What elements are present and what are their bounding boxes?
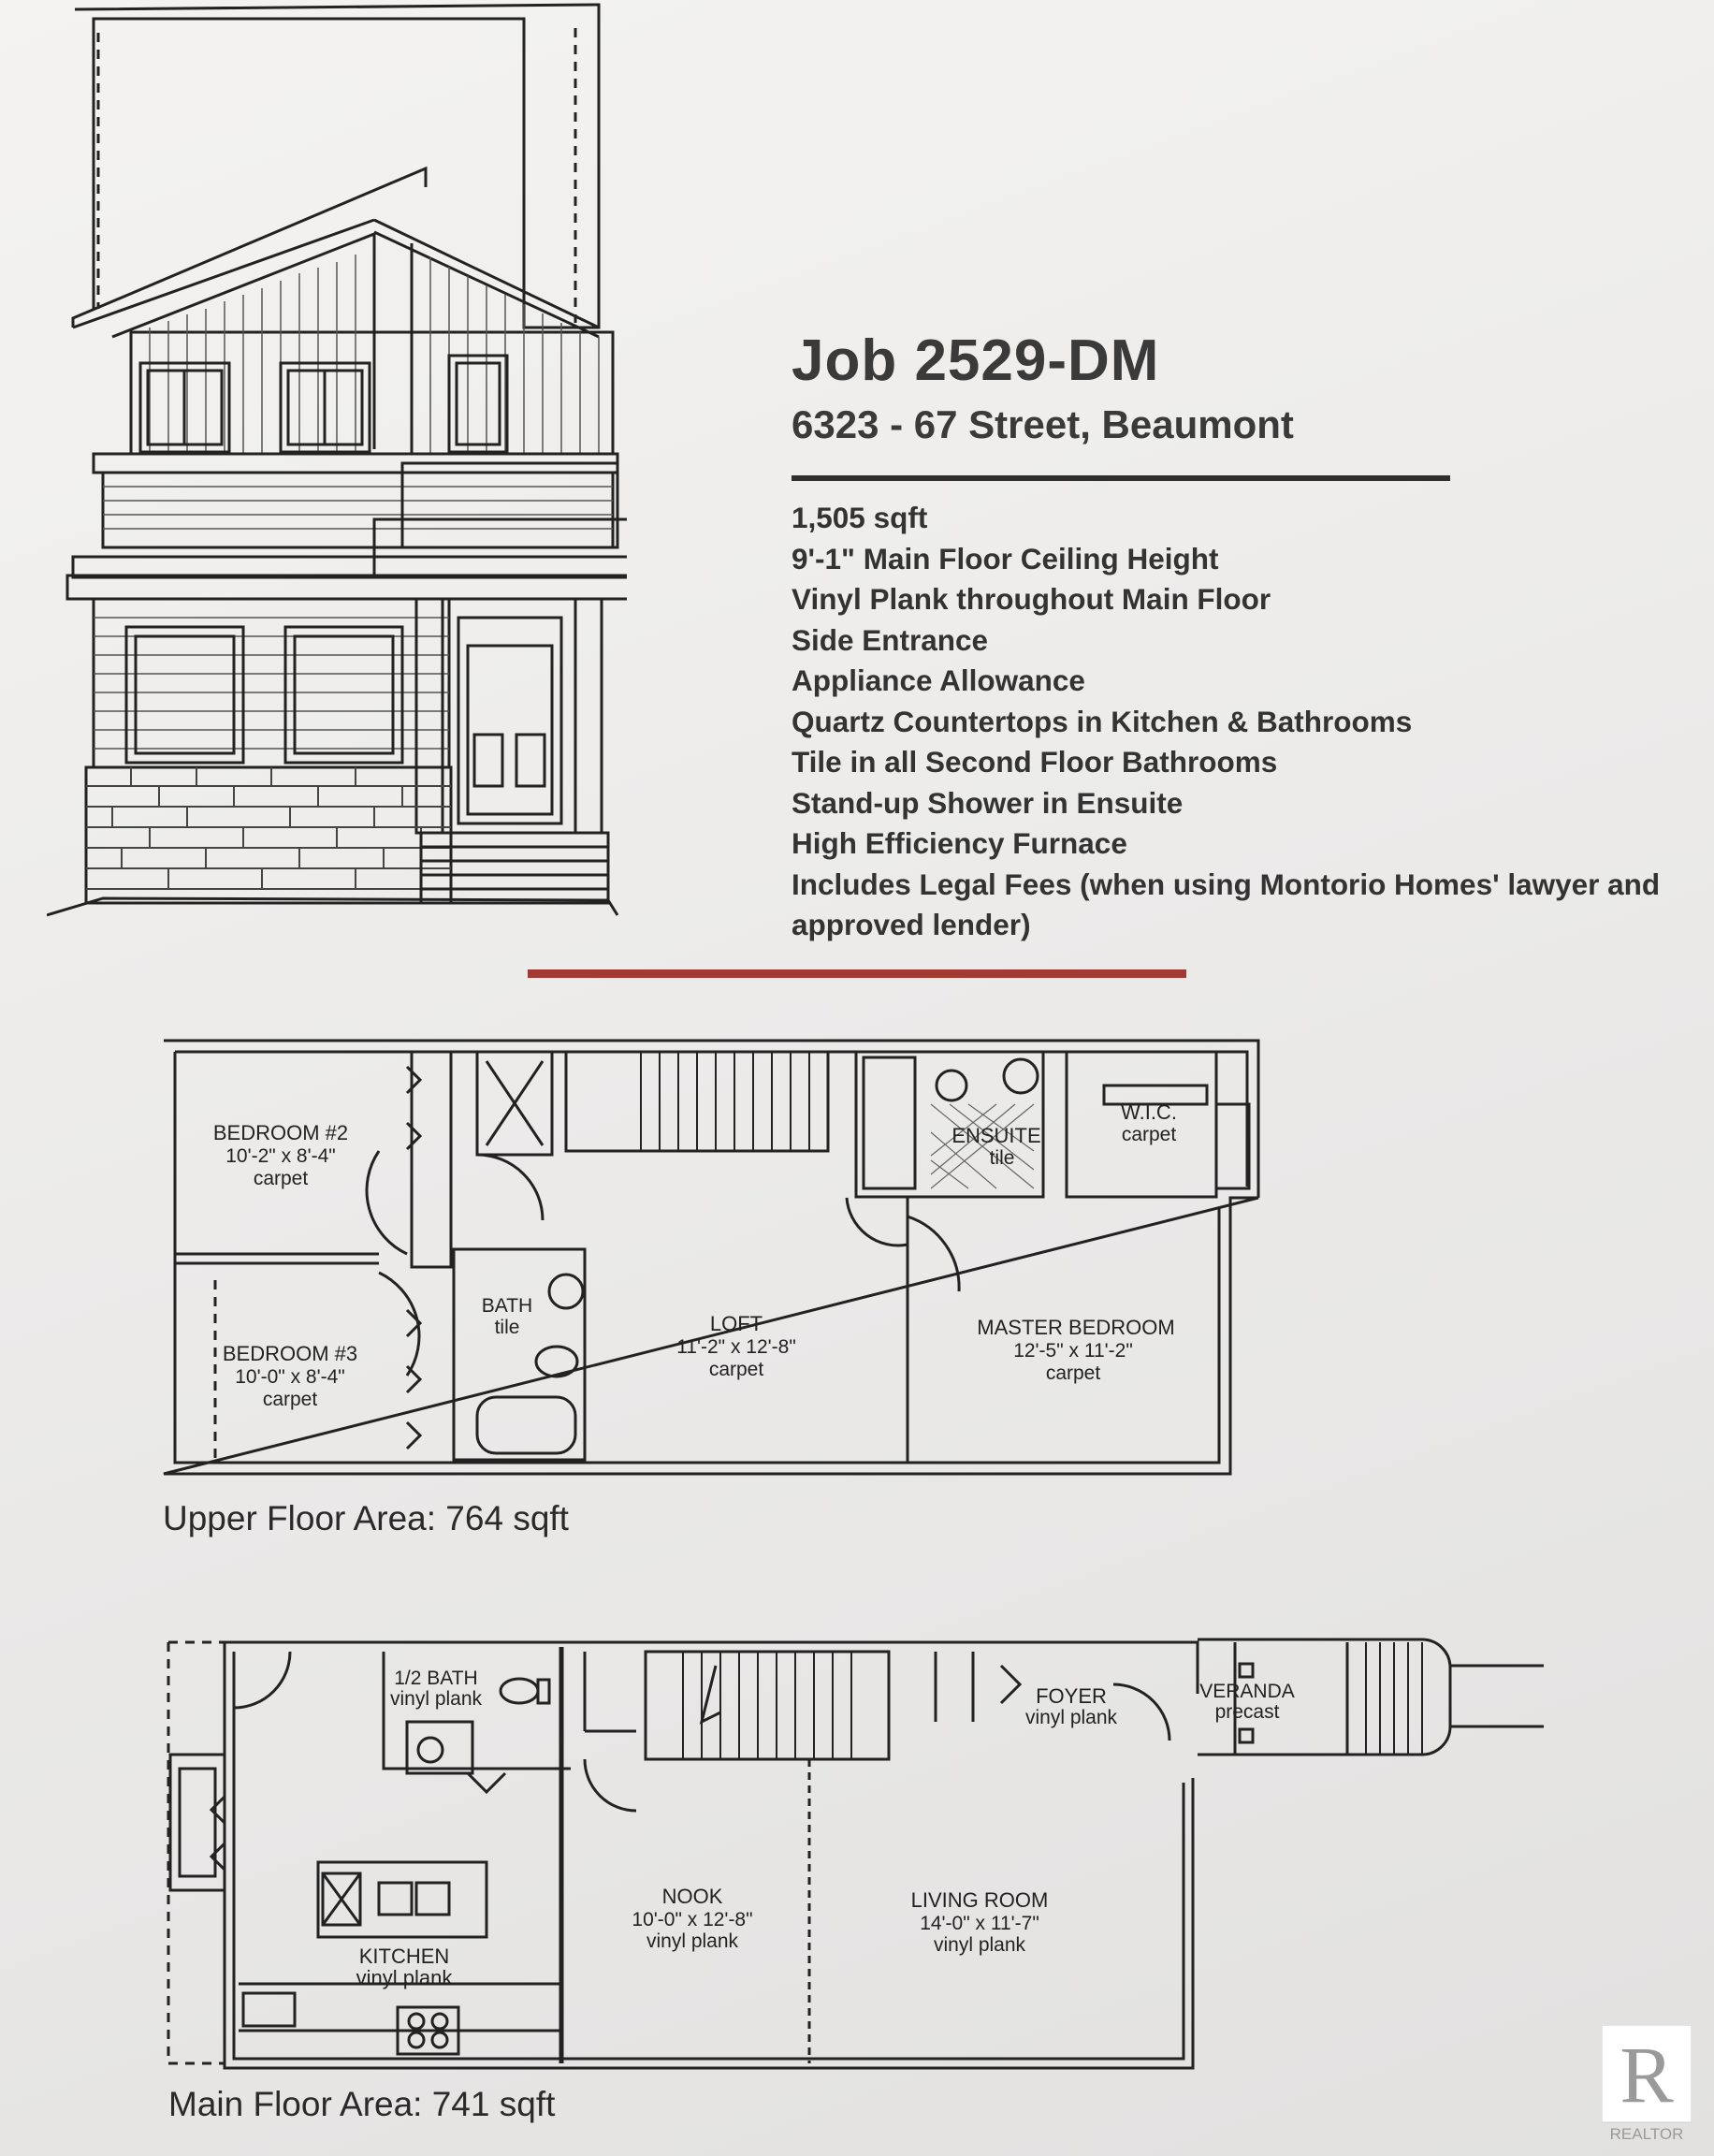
- master-name: MASTER BEDROOM: [977, 1316, 1175, 1339]
- feature-item: 1,505 sqft: [792, 501, 928, 534]
- veranda-finish: precast: [1214, 1701, 1280, 1723]
- ensuite-name: ENSUITE: [951, 1124, 1041, 1147]
- foyer-finish: vinyl plank: [1024, 1707, 1118, 1728]
- feature-item: Side Entrance: [792, 622, 989, 657]
- loft-name: LOFT: [709, 1312, 763, 1335]
- half-bath-name: 1/2 BATH: [394, 1668, 478, 1689]
- feature-item: Vinyl Plank throughout Main Floor: [792, 582, 1271, 616]
- bedroom2-name: BEDROOM #2: [212, 1121, 349, 1144]
- ensuite-finish: tile: [989, 1147, 1015, 1169]
- feature-item: High Efficiency Furnace: [792, 826, 1127, 860]
- bath-name: BATH: [481, 1295, 533, 1317]
- kitchen-name: KITCHEN: [358, 1945, 450, 1968]
- bedroom3-size: 10'-0" x 8'-4": [235, 1366, 345, 1388]
- bedroom3-name: BEDROOM #3: [222, 1342, 358, 1365]
- feature-item: Tile in all Second Floor Bathrooms: [792, 745, 1278, 779]
- main-floor-area-label: Main Floor Area: 741 sqft: [168, 2085, 556, 2123]
- feature-item: 9'-1" Main Floor Ceiling Height: [792, 541, 1219, 575]
- upper-floor-plan: [154, 1029, 1272, 1488]
- feature-list: [792, 498, 1660, 946]
- loft-finish: carpet: [708, 1359, 764, 1380]
- master-size: 12'-5" x 11'-2": [1013, 1340, 1133, 1362]
- master-finish: carpet: [1045, 1362, 1101, 1384]
- foyer-name: FOYER: [1036, 1684, 1107, 1708]
- half-bath-finish: vinyl plank: [389, 1688, 483, 1710]
- nook-name: NOOK: [661, 1885, 723, 1908]
- main-floor-plan: [159, 1628, 1553, 2077]
- upper-floor-area-label: Upper Floor Area: 764 sqft: [163, 1499, 569, 1537]
- feature-item: Appliance Allowance: [792, 663, 1085, 697]
- bedroom3-finish: carpet: [262, 1389, 318, 1410]
- veranda-name: VERANDA: [1199, 1681, 1295, 1702]
- feature-item: Quartz Countertops in Kitchen & Bathrooms: [792, 704, 1413, 738]
- listing-title: Job 2529-DM: [792, 328, 1160, 393]
- living-name: LIVING ROOM: [910, 1888, 1049, 1912]
- realtor-logo-mark: R: [1620, 2030, 1674, 2120]
- listing-address: 6323 - 67 Street, Beaumont: [792, 402, 1294, 446]
- bath-finish: tile: [494, 1317, 520, 1338]
- feature-item: approved lender): [792, 908, 1031, 941]
- wic-finish: carpet: [1121, 1124, 1177, 1145]
- nook-size: 10'-0" x 12'-8": [632, 1909, 753, 1930]
- bedroom2-finish: carpet: [253, 1168, 309, 1189]
- living-finish: vinyl plank: [933, 1934, 1026, 1956]
- title-divider: [792, 475, 1450, 481]
- living-size: 14'-0" x 11'-7": [920, 1913, 1039, 1934]
- realtor-logo-text: REALTOR: [1609, 2125, 1684, 2143]
- bedroom2-size: 10'-2" x 8'-4": [225, 1145, 336, 1167]
- wic-name: W.I.C.: [1121, 1100, 1177, 1124]
- realtor-logo: [1602, 2025, 1692, 2145]
- feature-item: Includes Legal Fees (when using Montorio Homes' lawyer and: [792, 867, 1661, 901]
- section-divider-red: [528, 969, 1186, 978]
- house-elevation-drawing: [47, 0, 627, 926]
- feature-item: Stand-up Shower in Ensuite: [792, 785, 1184, 820]
- nook-finish: vinyl plank: [646, 1930, 739, 1952]
- kitchen-finish: vinyl plank: [356, 1966, 453, 1989]
- loft-size: 11'-2" x 12'-8": [676, 1336, 796, 1358]
